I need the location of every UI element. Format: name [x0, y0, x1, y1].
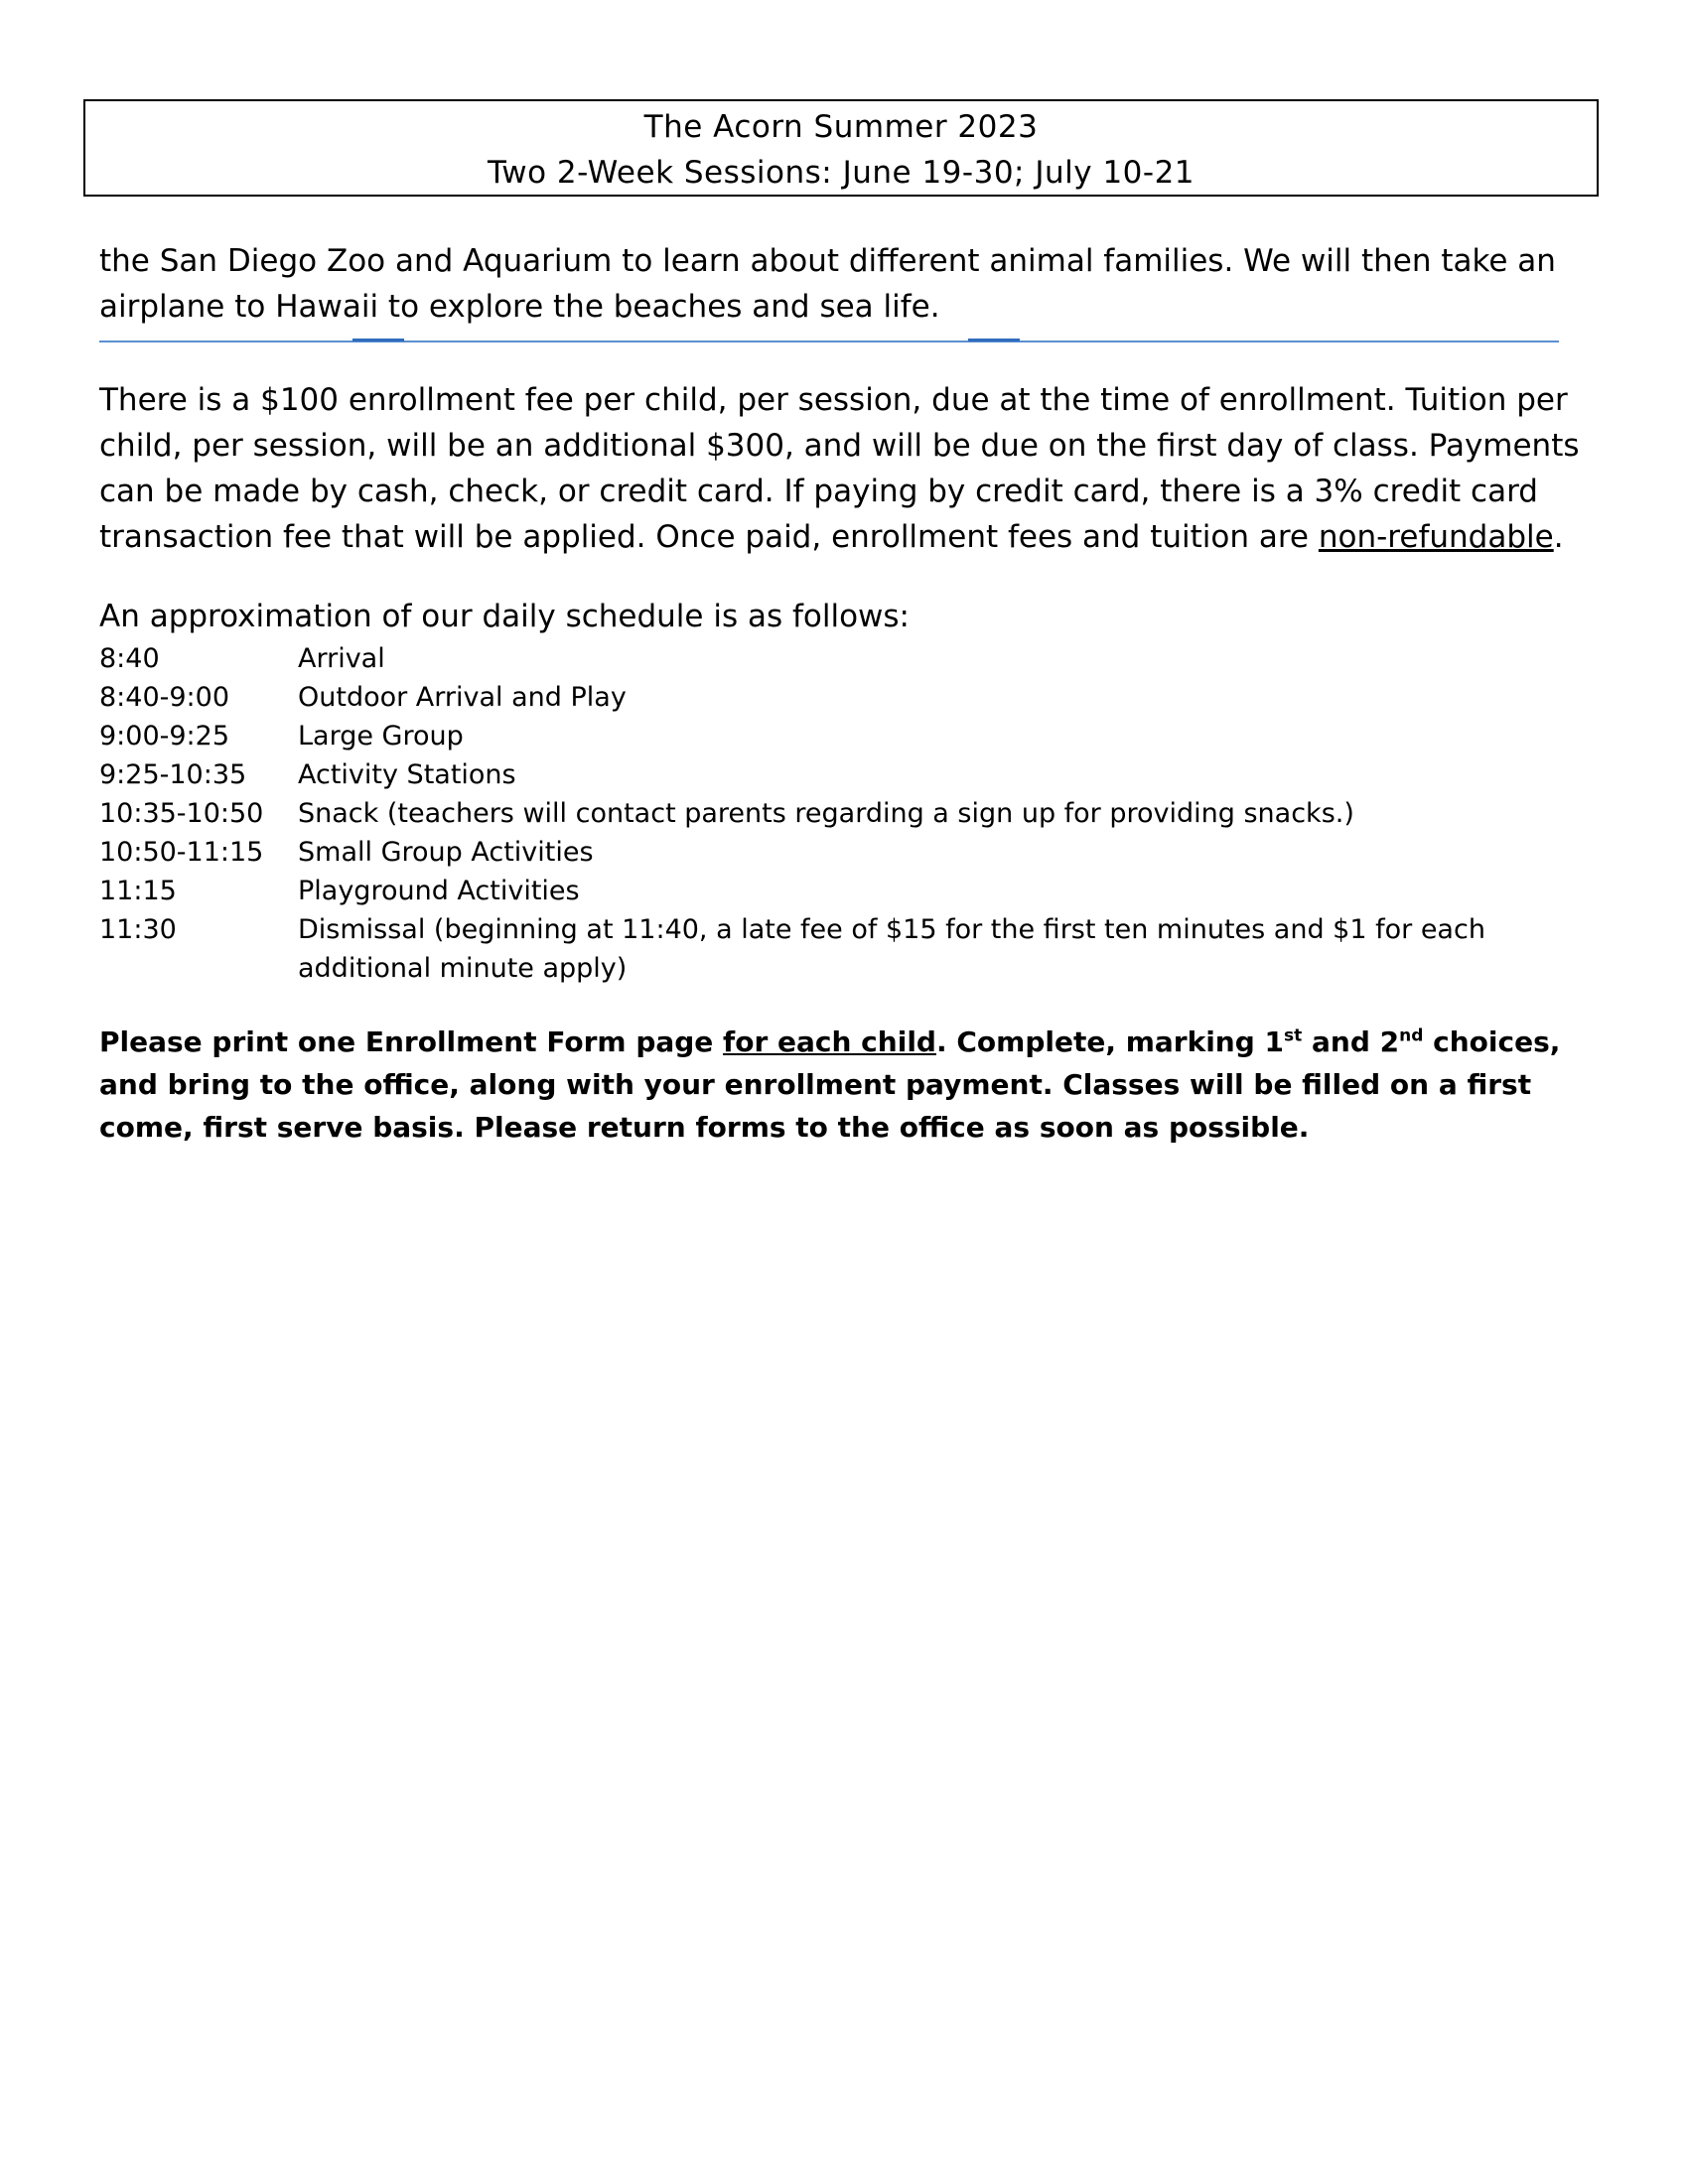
fees-paragraph	[99, 377, 1599, 560]
daily-schedule	[99, 639, 1599, 988]
notice-text: . Complete, marking 1	[935, 1025, 1285, 1058]
intro-paragraph: the San Diego Zoo and Aquarium to learn about different animal families. We will then take an airplane to Hawaii to explore the beaches and sea life.	[99, 243, 1556, 325]
notice-text: choices, and bring to the office, along with your enrollment payment. Classes will be filled on a first come, first serve basis. Please return forms to the office as soon as possible.	[99, 1025, 1561, 1144]
ordinal-suffix: nd	[1399, 1025, 1424, 1046]
schedule-activity: Large Group	[298, 721, 464, 751]
divider-line	[99, 341, 1559, 342]
schedule-time: 9:00-9:25	[99, 721, 230, 751]
schedule-title: An approximation of our daily schedule is as follows:	[99, 599, 910, 634]
notice-text: Please print one Enrollment Form page	[99, 1025, 724, 1058]
schedule-row	[99, 872, 1599, 910]
schedule-row	[99, 678, 1599, 717]
schedule-time: 11:15	[99, 876, 177, 906]
schedule-time: 8:40-9:00	[99, 682, 230, 713]
schedule-row	[99, 833, 1599, 872]
divider-tick	[352, 339, 404, 341]
divider-tick	[968, 339, 1020, 341]
session-dates: Two 2-Week Sessions: June 19-30; July 10-21	[487, 155, 1196, 191]
fees-text: There is a $100 enrollment fee per child, per session, due at the time of enrollment. Tuition per child, per session, will be an additional $300, and will be due on the first day of class. Payments can be made by cash, check, or credit card. If paying by credit card, there is a 3% credit card transaction fee that will be applied. Once paid, enrollment fees and tuition are	[99, 382, 1580, 555]
enrollment-notice	[99, 1021, 1589, 1149]
notice-text: and 2	[1302, 1025, 1400, 1058]
schedule-activity: Playground Activities	[298, 876, 580, 906]
for-each-child-text: for each child	[723, 1025, 936, 1058]
schedule-row	[99, 755, 1599, 794]
non-refundable-text: non-refundable	[1318, 519, 1554, 555]
header-box	[83, 99, 1599, 197]
schedule-activity: Snack (teachers will contact parents regarding a sign up for providing snacks.)	[298, 798, 1354, 829]
schedule-time: 10:50-11:15	[99, 837, 264, 868]
schedule-activity: Outdoor Arrival and Play	[298, 682, 627, 713]
schedule-time: 10:35-10:50	[99, 798, 264, 829]
schedule-time: 11:30	[99, 914, 177, 945]
schedule-activity: Small Group Activities	[298, 837, 594, 868]
page-title: The Acorn Summer 2023	[643, 109, 1039, 145]
schedule-row	[99, 794, 1599, 833]
schedule-activity: Dismissal (beginning at 11:40, a late fee of $15 for the first ten minutes and $1 for each additional minute apply)	[298, 914, 1485, 984]
schedule-row	[99, 717, 1599, 755]
ordinal-suffix: st	[1284, 1025, 1303, 1046]
schedule-activity: Arrival	[298, 643, 385, 674]
schedule-time: 9:25-10:35	[99, 759, 247, 790]
schedule-row	[99, 639, 1599, 678]
schedule-row	[99, 910, 1599, 988]
schedule-activity: Activity Stations	[298, 759, 516, 790]
fees-end: .	[1553, 519, 1564, 555]
schedule-time: 8:40	[99, 643, 160, 674]
